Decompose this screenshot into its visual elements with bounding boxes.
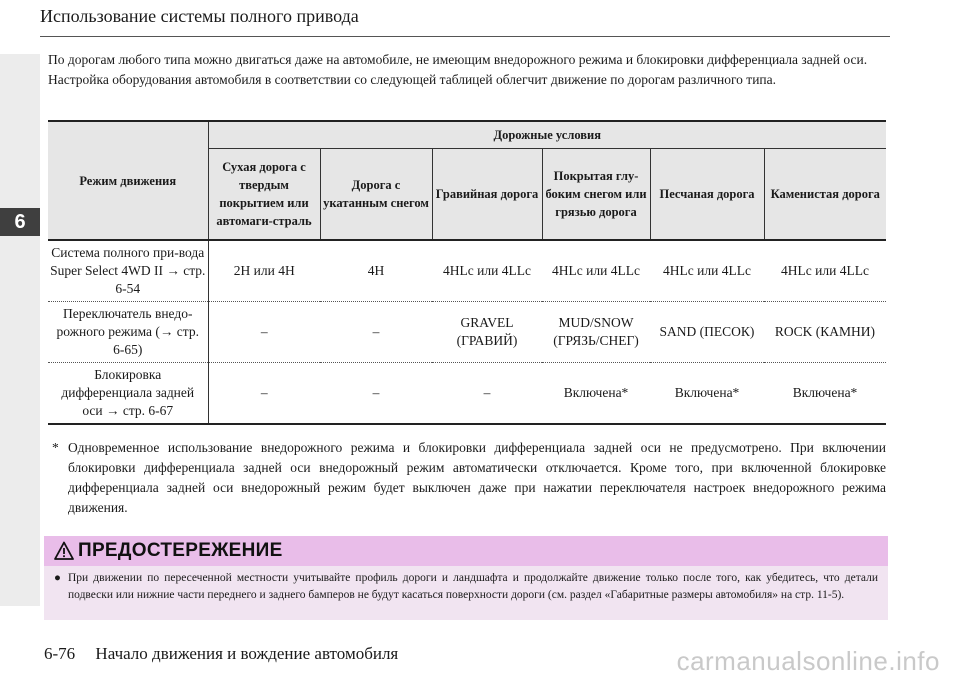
watermark: carmanualsonline.info	[676, 646, 940, 676]
table-cell: MUD/SNOW (ГРЯЗЬ/СНЕГ)	[542, 302, 650, 363]
warning-header	[44, 536, 888, 566]
page-footer	[44, 644, 398, 664]
table-cell: –	[320, 363, 432, 425]
table-cell: –	[320, 302, 432, 363]
table-cell: 4HLc или 4LLc	[650, 240, 764, 302]
intro-paragraph-2: Настройка оборудования автомобиля в соответствии со следующей таблицей облегчит движение по дорогам различного типа.	[48, 72, 777, 87]
table-cell: Включена*	[764, 363, 886, 425]
warning-bullet: ●	[54, 572, 61, 584]
column-header: Каменистая дорога	[764, 149, 886, 241]
chapter-side-tab	[0, 54, 40, 606]
table-footnote	[52, 438, 886, 518]
column-header: Гравийная дорога	[432, 149, 542, 241]
page-header-title: Использование системы полного привода	[40, 6, 359, 26]
table-row	[48, 302, 886, 363]
table-header-conditions: Дорожные условия	[208, 121, 886, 149]
column-header: Песчаная дорога	[650, 149, 764, 241]
chapter-number-tab: 6	[0, 208, 40, 236]
table-cell: –	[208, 302, 320, 363]
intro-text	[48, 50, 884, 90]
table-cell: 4HLc или 4LLc	[764, 240, 886, 302]
row-mode-label: Блокировка дифференциала задней оси → стр. 6-67	[48, 363, 208, 425]
header-divider	[40, 36, 890, 37]
table-row	[48, 363, 886, 425]
table-cell: Включена*	[542, 363, 650, 425]
warning-triangle-icon	[54, 541, 74, 561]
warning-body	[44, 566, 888, 604]
warning-box	[44, 536, 888, 620]
warning-text: При движении по пересеченной местности учитывайте профиль дороги и ландшафта и продолжайте движение только после того, как убедитесь, что детали подвески или нижние части переднего и заднего бамперов не будут касаться поверхности дороги (см. раздел «Габаритные размеры автомобиля» на стр. 11-5).	[68, 572, 878, 601]
table-cell: ROCK (КАМНИ)	[764, 302, 886, 363]
footnote-text: Одновременное использование внедорожного режима и блокировки дифференциала задней оси не предусмотрено. При включении блокировки дифференциала задней оси внедорожный режим автоматически отключается. Кроме того, при включенной блокировке дифференциала задней оси внедорожный режим будет выключен даже при нажатии переключателя настроек внедорожного режима движения.	[68, 440, 886, 515]
column-header: Сухая дорога с твердым покрытием или автомаги-страль	[208, 149, 320, 241]
warning-title: ПРЕДОСТЕРЕЖЕНИЕ	[78, 540, 283, 561]
row-mode-label: Переключатель внедо-рожного режима (→ стр. 6-65)	[48, 302, 208, 363]
table-cell: SAND (ПЕСОК)	[650, 302, 764, 363]
table-cell: GRAVEL (ГРАВИЙ)	[432, 302, 542, 363]
intro-paragraph-1: По дорогам любого типа можно двигаться даже на автомобиле, не имеющим внедорожного режима и блокировки дифференциала задней оси.	[48, 52, 868, 67]
table-cell: Включена*	[650, 363, 764, 425]
table-cell: 4HLc или 4LLc	[432, 240, 542, 302]
drive-mode-table	[48, 120, 886, 425]
table-cell: 4H	[320, 240, 432, 302]
column-header: Покрытая глу-боким снегом или грязью дорога	[542, 149, 650, 241]
footnote-mark: *	[52, 440, 59, 455]
row-mode-label: Система полного при-вода Super Select 4WD II → стр. 6-54	[48, 240, 208, 302]
table-cell: 4HLc или 4LLc	[542, 240, 650, 302]
table-cell: –	[208, 363, 320, 425]
table-cell: –	[432, 363, 542, 425]
table-cell: 2H или 4H	[208, 240, 320, 302]
page-number: 6-76	[44, 644, 76, 663]
table-header-mode: Режим движения	[48, 121, 208, 240]
table-row	[48, 240, 886, 302]
column-header: Дорога с укатанным снегом	[320, 149, 432, 241]
section-title: Начало движения и вождение автомобиля	[95, 644, 399, 663]
